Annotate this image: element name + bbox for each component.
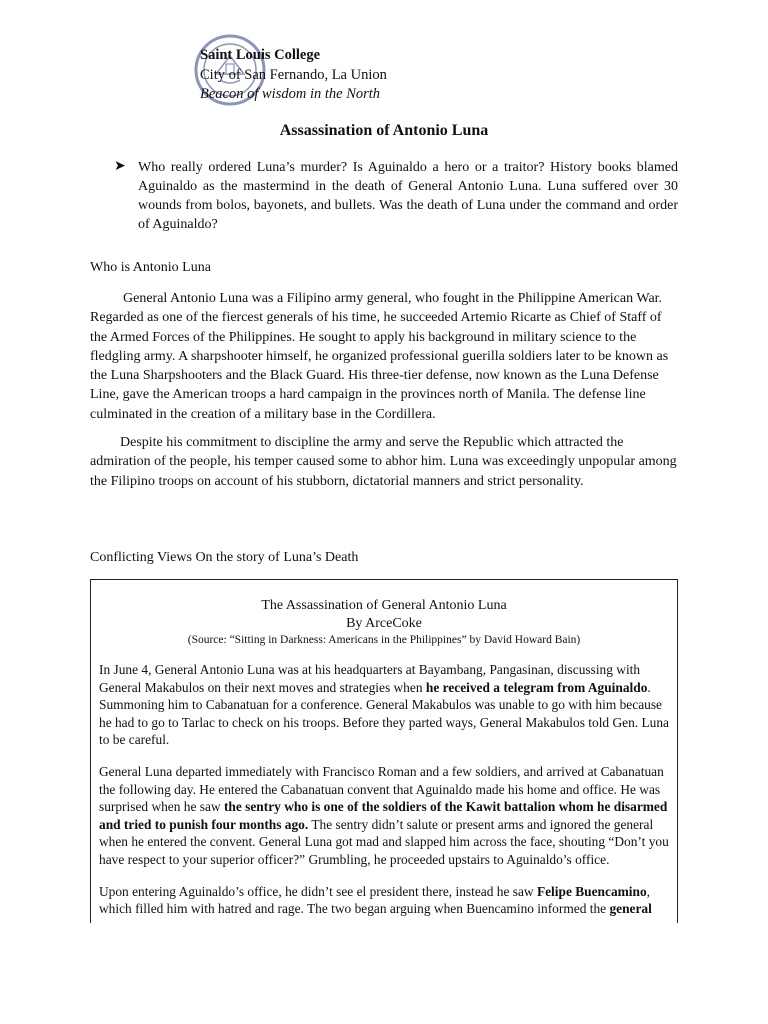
- paragraph-temper: Despite his commitment to discipline the army and serve the Republic which attracted the admiration of the people, his temper caused some to abhor him. Luna was exceedingly unpopular among the Filipino troops on account of his stubborn, dictatorial manners and strict personality.: [90, 435, 677, 489]
- article-paragraph-2: General Luna departed immediately with Francisco Roman and a few soldiers, and arrived at Cabanatuan the following day. He entered the Cabanatuan convent that Aguinaldo made his home and office. He was surprised when he saw the sentry who is one of the soldiers of the Kawit battalion whom he disarmed and tried to punish four months ago. The sentry didn’t salute or present arms and ignored the general when he entered the convent. General Luna got mad and slapped him across the face, shouting “Don’t you have respect to your superior officer?” Grumbling, he proceeded upstairs to Aguinaldo’s office.: [99, 763, 669, 867]
- school-name: Saint Louis College: [200, 47, 321, 63]
- section-heading-conflicting-views: Conflicting Views On the story of Luna’s Death: [90, 550, 359, 565]
- article-byline: By ArceCoke: [346, 616, 422, 631]
- section-heading-who-is-luna: Who is Antonio Luna: [90, 260, 211, 275]
- letterhead: [200, 46, 387, 105]
- paragraph-biography: General Antonio Luna was a Filipino army general, who fought in the Philippine American War. Regarded as one of the fiercest generals of his time, he succeeded Artemio Ricarte as Chief of Staff of the Armed Forces of the Philippines. He sought to apply his background in military science to the fledgling army. A sharpshooter himself, he organized professional guerilla soldiers later to be known as the Luna Sharpshooters and the Black Guard. His three-tier defense, now known as the Luna Defense Line, gave the American troops a hard campaign in the provinces north of Manila. The defense line culminated in the creation of a military base in the Cordillera.: [90, 291, 669, 422]
- school-city: City of San Fernando, La Union: [200, 66, 387, 83]
- arrow-bullet-icon: ➤: [114, 159, 126, 174]
- article-paragraph-3: Upon entering Aguinaldo’s office, he didn’t see el president there, instead he saw Felipe Buencamino, which filled him with hatred and rage. The two began arguing when Buencamino informed the general: [99, 883, 652, 917]
- article-box: [90, 579, 678, 923]
- article-paragraph-1: In June 4, General Antonio Luna was at his headquarters at Bayambang, Pangasinan, discussing with General Makabulos on their next moves and strategies when he received a telegram from Aguinaldo. Summoning him to Cabanatuan for a conference. General Makabulos was unable to go with him because he had to go to Tarlac to check on his troops. Before they parted ways, General Makabulos told Gen. Luna to be careful.: [99, 662, 669, 748]
- article-source: (Source: “Sitting in Darkness: Americans in the Philippines” by David Howard Bain): [187, 634, 581, 646]
- document-title: Assassination of Antonio Luna: [279, 122, 489, 139]
- intro-bullet: [114, 158, 678, 234]
- school-tagline: Beacon of wisdom in the North: [200, 86, 381, 102]
- intro-text: Who really ordered Luna’s murder? Is Aguinaldo a hero or a traitor? History books blamed Aguinaldo as the mastermind in the death of General Antonio Luna. Luna suffered over 30 wounds from bolos, bayonets, and bullets. Was the death of Luna under the command and order of Aguinaldo?: [138, 160, 678, 232]
- article-title: The Assassination of General Antonio Luna: [261, 598, 507, 613]
